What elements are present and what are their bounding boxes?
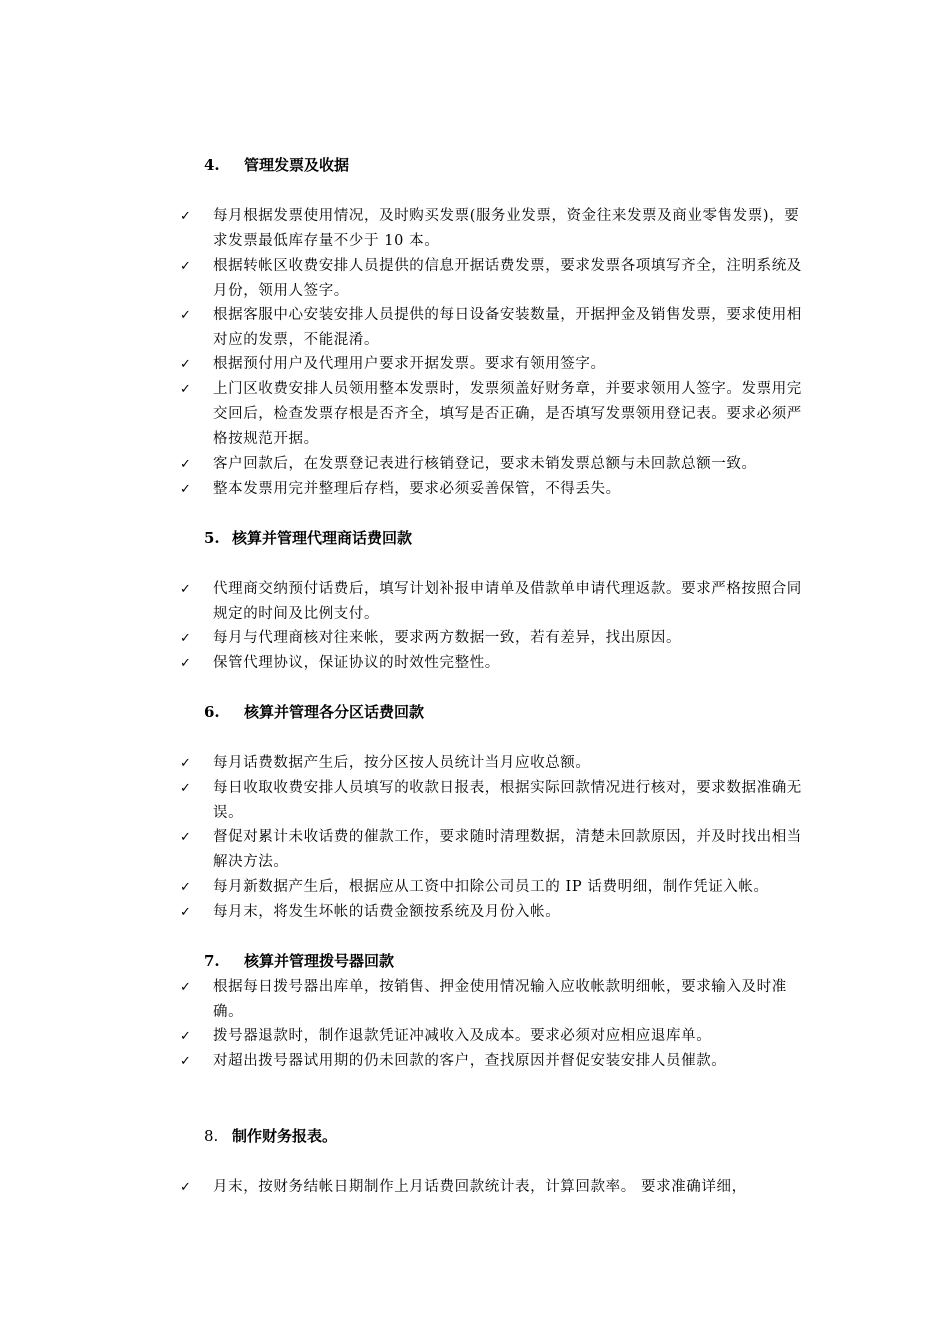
section-number: 5. <box>204 529 220 547</box>
section-heading <box>204 528 412 548</box>
list-item-text: 对超出拨号器试用期的仍未回款的客户，查找原因并督促安装安排人员催款。 <box>213 1053 727 1069</box>
list-item-text: 每月新数据产生后，根据应从工资中扣除公司员工的 IP 话费明细，制作凭证入帐。 <box>213 879 769 895</box>
list-item <box>180 577 810 627</box>
list-item <box>180 1175 810 1200</box>
list-item-text: 每月话费数据产生后，按分区按人员统计当月应收总额。 <box>213 755 591 771</box>
check-icon: ✓ <box>180 880 191 895</box>
section-number: 4. <box>204 156 220 174</box>
section-number: 8. <box>204 1127 219 1145</box>
check-icon: ✓ <box>180 357 191 372</box>
list-item <box>180 975 810 1025</box>
list-item-text: 保管代理协议，保证协议的时效性完整性。 <box>213 655 500 671</box>
check-icon: ✓ <box>180 905 191 920</box>
section-title: 核算并管理各分区话费回款 <box>244 703 425 721</box>
check-icon: ✓ <box>180 457 191 472</box>
list-item-text: 根据预付用户及代理用户要求开据发票。要求有领用签字。 <box>213 356 606 372</box>
list-item <box>180 900 810 925</box>
list-item-text: 根据每日拨号器出库单，按销售、押金使用情况输入应收帐款明细帐，要求输入及时准确。 <box>213 979 787 1020</box>
section-heading <box>204 155 349 175</box>
check-icon: ✓ <box>180 781 191 796</box>
list-item-text: 根据转帐区收费安排人员提供的信息开据话费发票，要求发票各项填写齐全，注明系统及月份，领用人签字。 <box>213 258 802 299</box>
check-icon: ✓ <box>180 582 191 597</box>
list-item <box>180 626 810 651</box>
list-item-text: 月末，按财务结帐日期制作上月话费回款统计表，计算回款率。 要求准确详细， <box>213 1179 747 1195</box>
check-icon: ✓ <box>180 1180 191 1195</box>
section-number: 6. <box>204 703 220 721</box>
list-item <box>180 452 810 477</box>
check-icon: ✓ <box>180 1054 191 1069</box>
check-icon: ✓ <box>180 656 191 671</box>
list-item <box>180 776 810 826</box>
list-item <box>180 825 810 875</box>
list-item <box>180 204 810 254</box>
section-heading <box>204 951 394 971</box>
list-item-text: 督促对累计未收话费的催款工作，要求随时清理数据，清楚未回款原因，并及时找出相当解决方法。 <box>213 829 802 870</box>
list-item <box>180 377 810 452</box>
list-item <box>180 751 810 776</box>
list-item-text: 拨号器退款时，制作退款凭证冲减收入及成本。要求必须对应相应退库单。 <box>213 1028 712 1044</box>
section-heading <box>204 702 424 722</box>
section-title: 核算并管理拨号器回款 <box>244 952 395 970</box>
list-item-text: 每月末，将发生坏帐的话费金额按系统及月份入帐。 <box>213 904 561 920</box>
list-item <box>180 1024 810 1049</box>
list-item <box>180 352 810 377</box>
list-item <box>180 651 810 676</box>
section-heading <box>204 1126 337 1146</box>
list-item <box>180 303 810 353</box>
list-item <box>180 477 810 502</box>
list-item-text: 每月与代理商核对往来帐，要求两方数据一致，若有差异，找出原因。 <box>213 630 682 646</box>
check-icon: ✓ <box>180 259 191 274</box>
section-title: 制作财务报表。 <box>232 1127 338 1145</box>
section-number: 7. <box>204 952 220 970</box>
list-item-text: 整本发票用完并整理后存档，要求必须妥善保管，不得丢失。 <box>213 481 621 497</box>
list-item-text: 每月根据发票使用情况，及时购买发票(服务业发票，资金往来发票及商业零售发票)，要求发票最低库存量不少于 10 本。 <box>213 208 800 249</box>
check-icon: ✓ <box>180 382 191 397</box>
list-item <box>180 1049 810 1074</box>
list-item-text: 上门区收费安排人员领用整本发票时，发票须盖好财务章，并要求领用人签字。发票用完交回后，检查发票存根是否齐全，填写是否正确，是否填写发票领用登记表。要求必须严格按规范开据。 <box>213 381 802 447</box>
list-item-text: 客户回款后，在发票登记表进行核销登记，要求未销发票总额与未回款总额一致。 <box>213 456 757 472</box>
list-item-text: 代理商交纳预付话费后，填写计划补报申请单及借款单申请代理返款。要求严格按照合同规定的时间及比例支付。 <box>213 581 802 622</box>
list-item-text: 根据客服中心安装安排人员提供的每日设备安装数量，开据押金及销售发票，要求使用相对应的发票，不能混淆。 <box>213 307 802 348</box>
check-icon: ✓ <box>180 631 191 646</box>
section-title: 管理发票及收据 <box>244 156 350 174</box>
check-icon: ✓ <box>180 830 191 845</box>
list-item <box>180 254 810 304</box>
check-icon: ✓ <box>180 1029 191 1044</box>
section-title: 核算并管理代理商话费回款 <box>232 529 413 547</box>
list-item <box>180 875 810 900</box>
check-icon: ✓ <box>180 756 191 771</box>
check-icon: ✓ <box>180 209 191 224</box>
check-icon: ✓ <box>180 980 191 995</box>
check-icon: ✓ <box>180 308 191 323</box>
list-item-text: 每日收取收费安排人员填写的收款日报表，根据实际回款情况进行核对，要求数据准确无误。 <box>213 780 802 821</box>
check-icon: ✓ <box>180 482 191 497</box>
